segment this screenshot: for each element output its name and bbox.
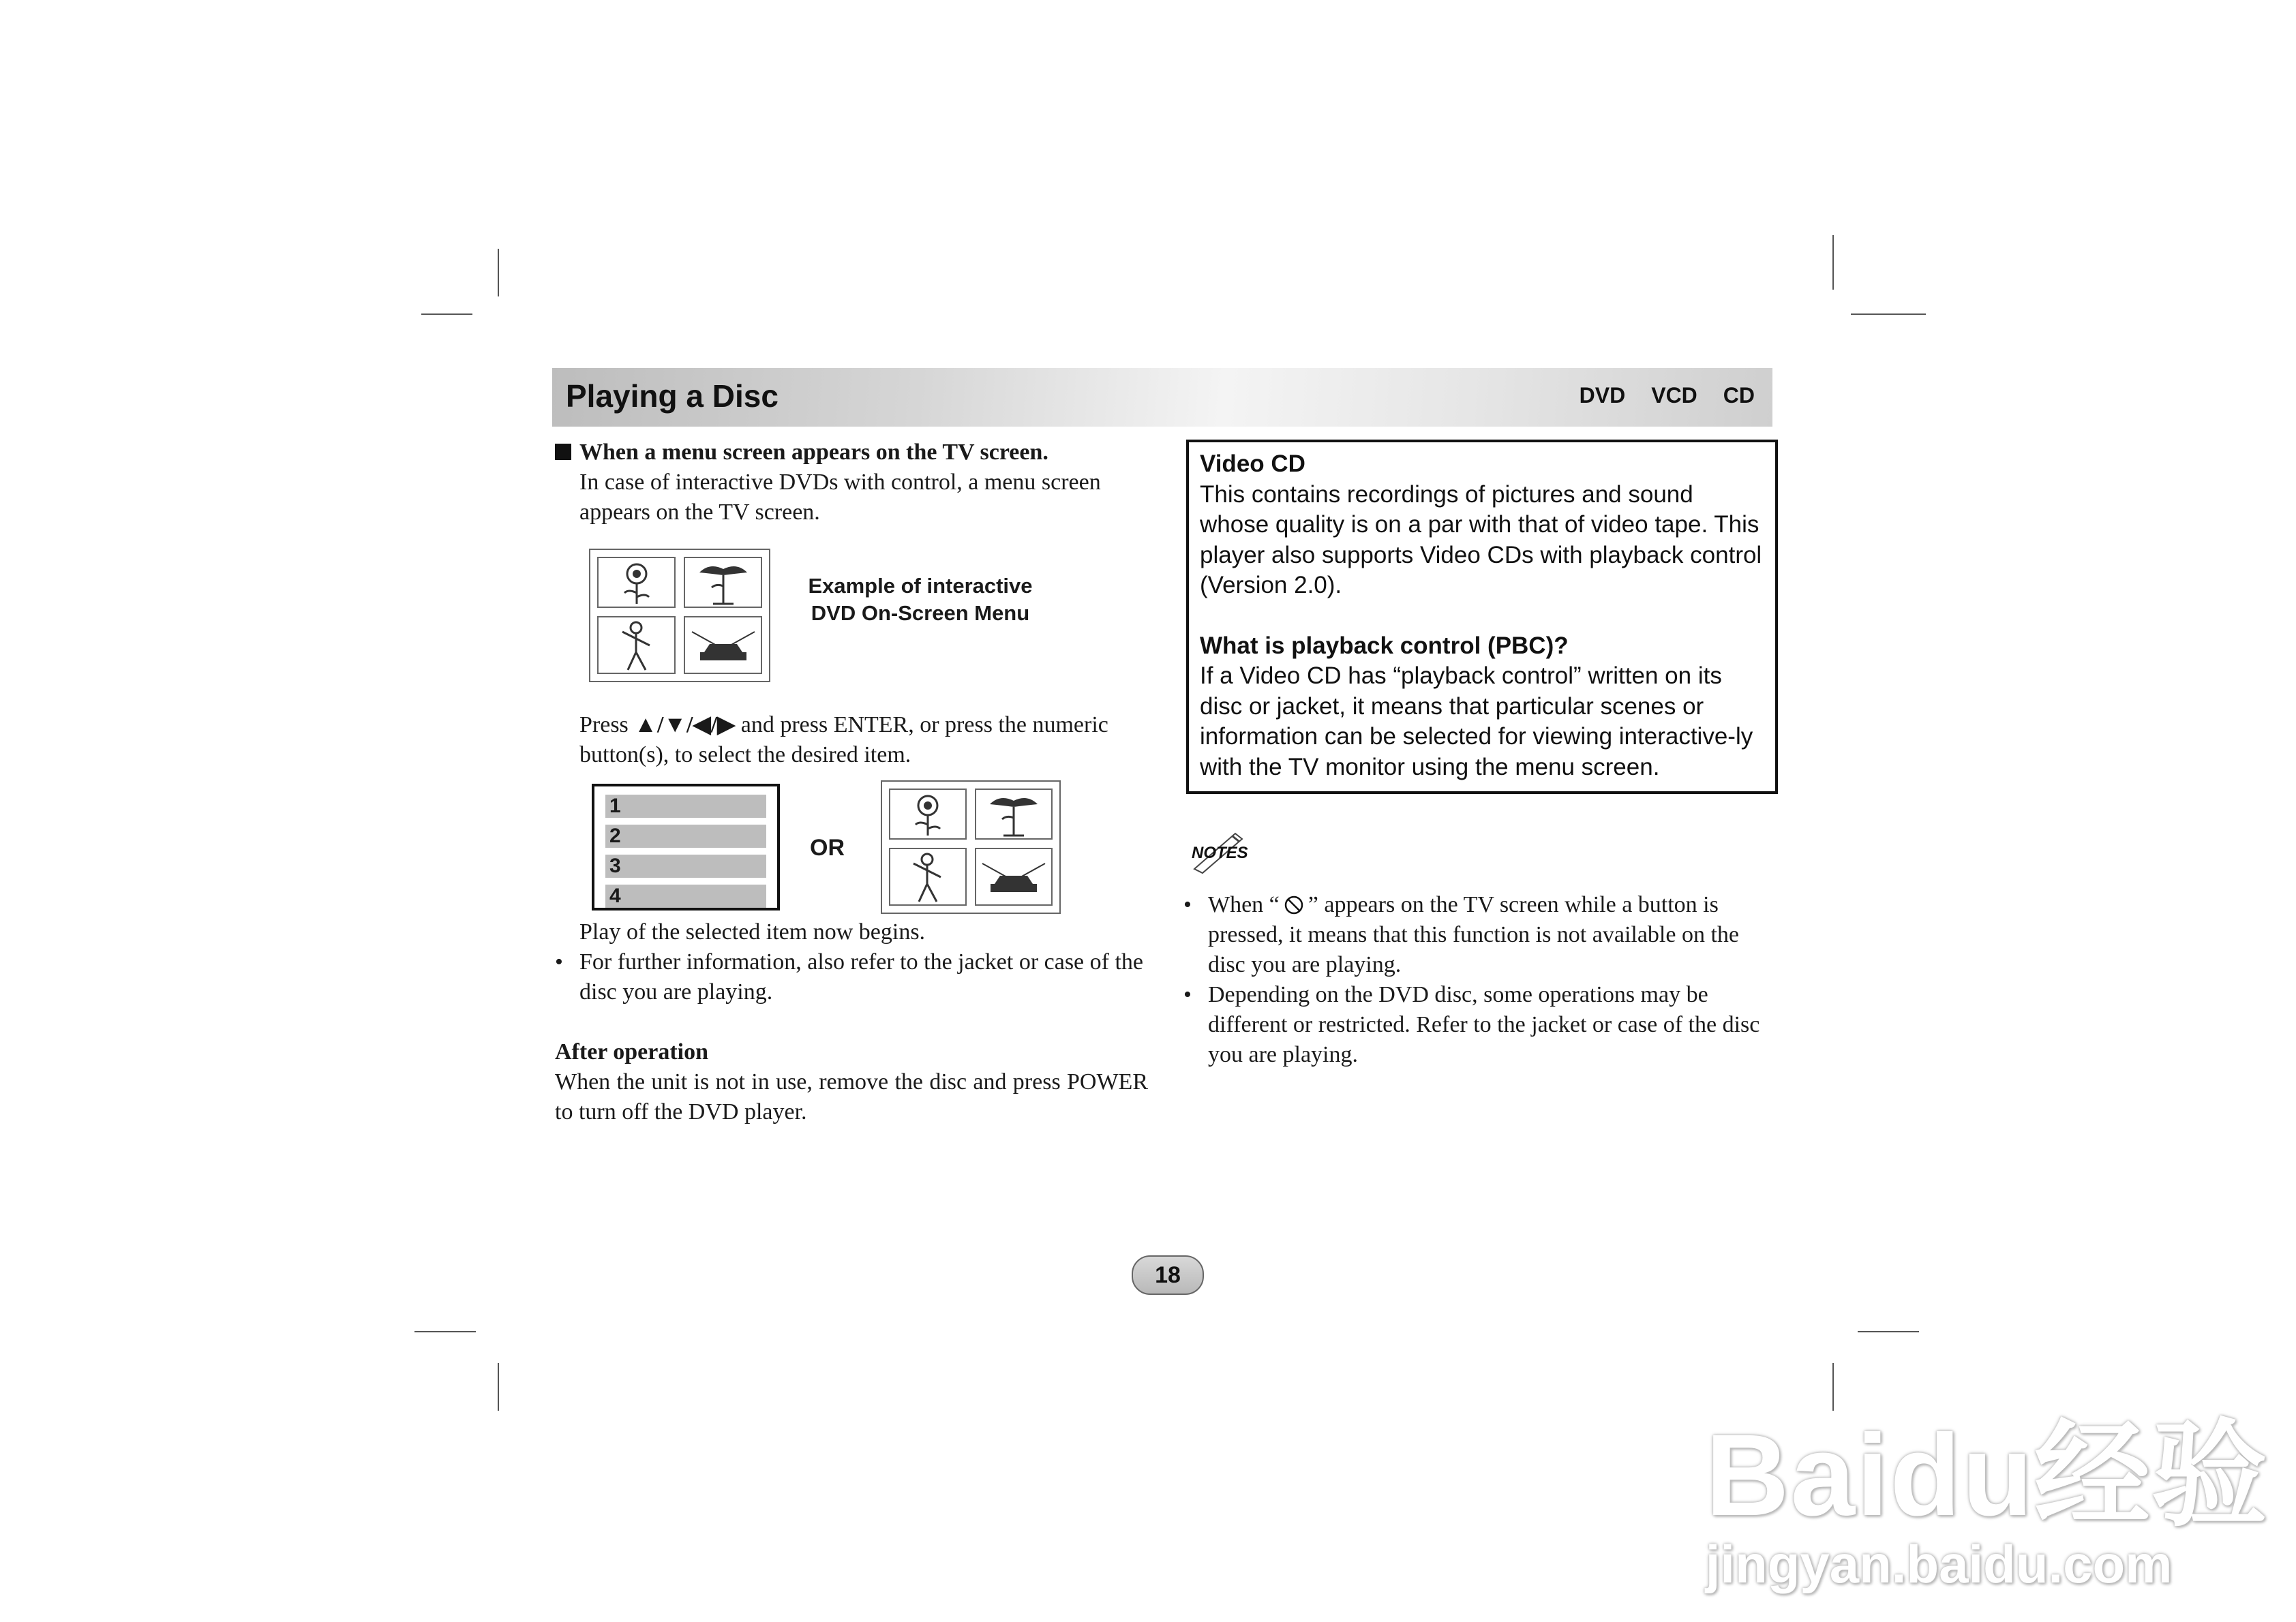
section-header xyxy=(552,368,1772,427)
notes-list xyxy=(1183,890,1778,1070)
menu-thumb-flower xyxy=(597,557,676,608)
menu-heading: When a menu screen appears on the TV screen. xyxy=(555,438,1148,468)
crop-mark xyxy=(498,1363,499,1411)
note-item: • When “ ” appears on the TV screen while a button is pressed, it means that this function is not available on the disc you are playing. xyxy=(1183,890,1778,980)
crop-mark xyxy=(1832,1363,1834,1411)
pbc-text: If a Video CD has “playback control” written on its disc or jacket, it means that particular scenes or information can be selected for viewing interactive-ly with the TV monitor using the menu screen. xyxy=(1200,662,1753,780)
menu-thumb-tree[interactable] xyxy=(975,789,1053,840)
spacer xyxy=(1200,601,1764,631)
menu-text: In case of interactive DVDs with control, a menu screen appears on the TV screen. xyxy=(579,470,1101,525)
dvd-badge: DVD xyxy=(1575,380,1630,411)
thumbnail-menu xyxy=(881,780,1061,914)
tree-icon xyxy=(693,559,754,607)
menu-thumb-flower[interactable] xyxy=(889,789,967,840)
spacer xyxy=(555,1007,1148,1037)
menu-thumb-car xyxy=(684,616,762,674)
caption-line: Example of interactive xyxy=(808,574,1033,598)
after-operation-heading: After operation xyxy=(555,1039,709,1065)
baidu-watermark xyxy=(1705,1411,2269,1595)
menu-thumb-dancer[interactable] xyxy=(889,848,967,906)
svg-text:NOTES: NOTES xyxy=(1192,844,1248,862)
bullet-dot: • xyxy=(1183,892,1192,917)
crop-mark xyxy=(1832,235,1834,290)
numbered-menu xyxy=(592,784,780,911)
disc-type-badges xyxy=(1575,380,1759,411)
vcd-heading: Video CD xyxy=(1200,450,1305,477)
tree-icon xyxy=(983,791,1044,838)
dancer-icon xyxy=(613,618,661,673)
play-text: Play of the selected item now begins. xyxy=(579,919,926,945)
crop-mark xyxy=(1851,313,1926,315)
page-number: 18 xyxy=(1132,1255,1204,1295)
menu-thumb-dancer xyxy=(597,616,676,674)
flower-icon xyxy=(609,559,664,607)
page-title: Playing a Disc xyxy=(566,378,779,414)
menu-item[interactable]: 3 xyxy=(605,855,766,878)
prohibited-icon xyxy=(1284,895,1304,915)
car-icon xyxy=(980,857,1048,898)
caption-line: DVD On-Screen Menu xyxy=(811,601,1030,625)
menu-thumb-tree xyxy=(684,557,762,608)
square-bullet-icon xyxy=(555,444,571,460)
bullet-dot: • xyxy=(555,949,563,975)
notes-icon xyxy=(1188,828,1249,879)
bullet-further-info: • For further information, also refer to the jacket or case of the disc you are playing. xyxy=(555,947,1148,1007)
video-cd-info-box xyxy=(1186,440,1778,794)
after-operation-text: When the unit is not in use, remove the disc and press POWER to turn off the DVD player. xyxy=(555,1069,1148,1124)
menu-item[interactable]: 2 xyxy=(605,825,766,848)
crop-mark xyxy=(1858,1331,1919,1332)
pbc-heading: What is playback control (PBC)? xyxy=(1200,632,1569,659)
flower-icon xyxy=(901,791,955,838)
left-column-top xyxy=(555,438,1148,527)
vcd-badge: VCD xyxy=(1647,380,1702,411)
dvd-menu-example-figure xyxy=(589,549,770,682)
note-item: • Depending on the DVD disc, some operations may be different or restricted. Refer to the jacket or case of the disc you are playing. xyxy=(1183,980,1778,1070)
menu-item[interactable]: 4 xyxy=(605,885,766,908)
menu-thumb-car[interactable] xyxy=(975,848,1053,906)
vcd-text: This contains recordings of pictures and sound whose quality is on a par with that of video tape. This player also supports Video CDs with playback control (Version 2.0). xyxy=(1200,480,1762,598)
menu-item[interactable]: 1 xyxy=(605,795,766,818)
left-column-bottom xyxy=(555,917,1148,1127)
cd-badge: CD xyxy=(1719,380,1759,411)
car-icon xyxy=(689,625,757,666)
watermark-url: jingyan.baidu.com xyxy=(1705,1534,2173,1594)
dancer-icon xyxy=(904,850,952,904)
arrow-keys-icon: ▲/▼/◀/▶ xyxy=(634,712,736,737)
figure-caption xyxy=(791,572,1050,627)
press-text: Press ▲/▼/◀/▶ and press ENTER, or press the numeric button(s), to select the desired item. xyxy=(579,712,1108,767)
crop-mark xyxy=(421,313,472,315)
watermark-logo: Baidu经验 xyxy=(1705,1411,2269,1540)
crop-mark xyxy=(414,1331,476,1332)
or-label: OR xyxy=(810,835,845,861)
press-instruction xyxy=(579,710,1148,770)
crop-mark xyxy=(498,249,499,296)
bullet-dot: • xyxy=(1183,982,1192,1007)
